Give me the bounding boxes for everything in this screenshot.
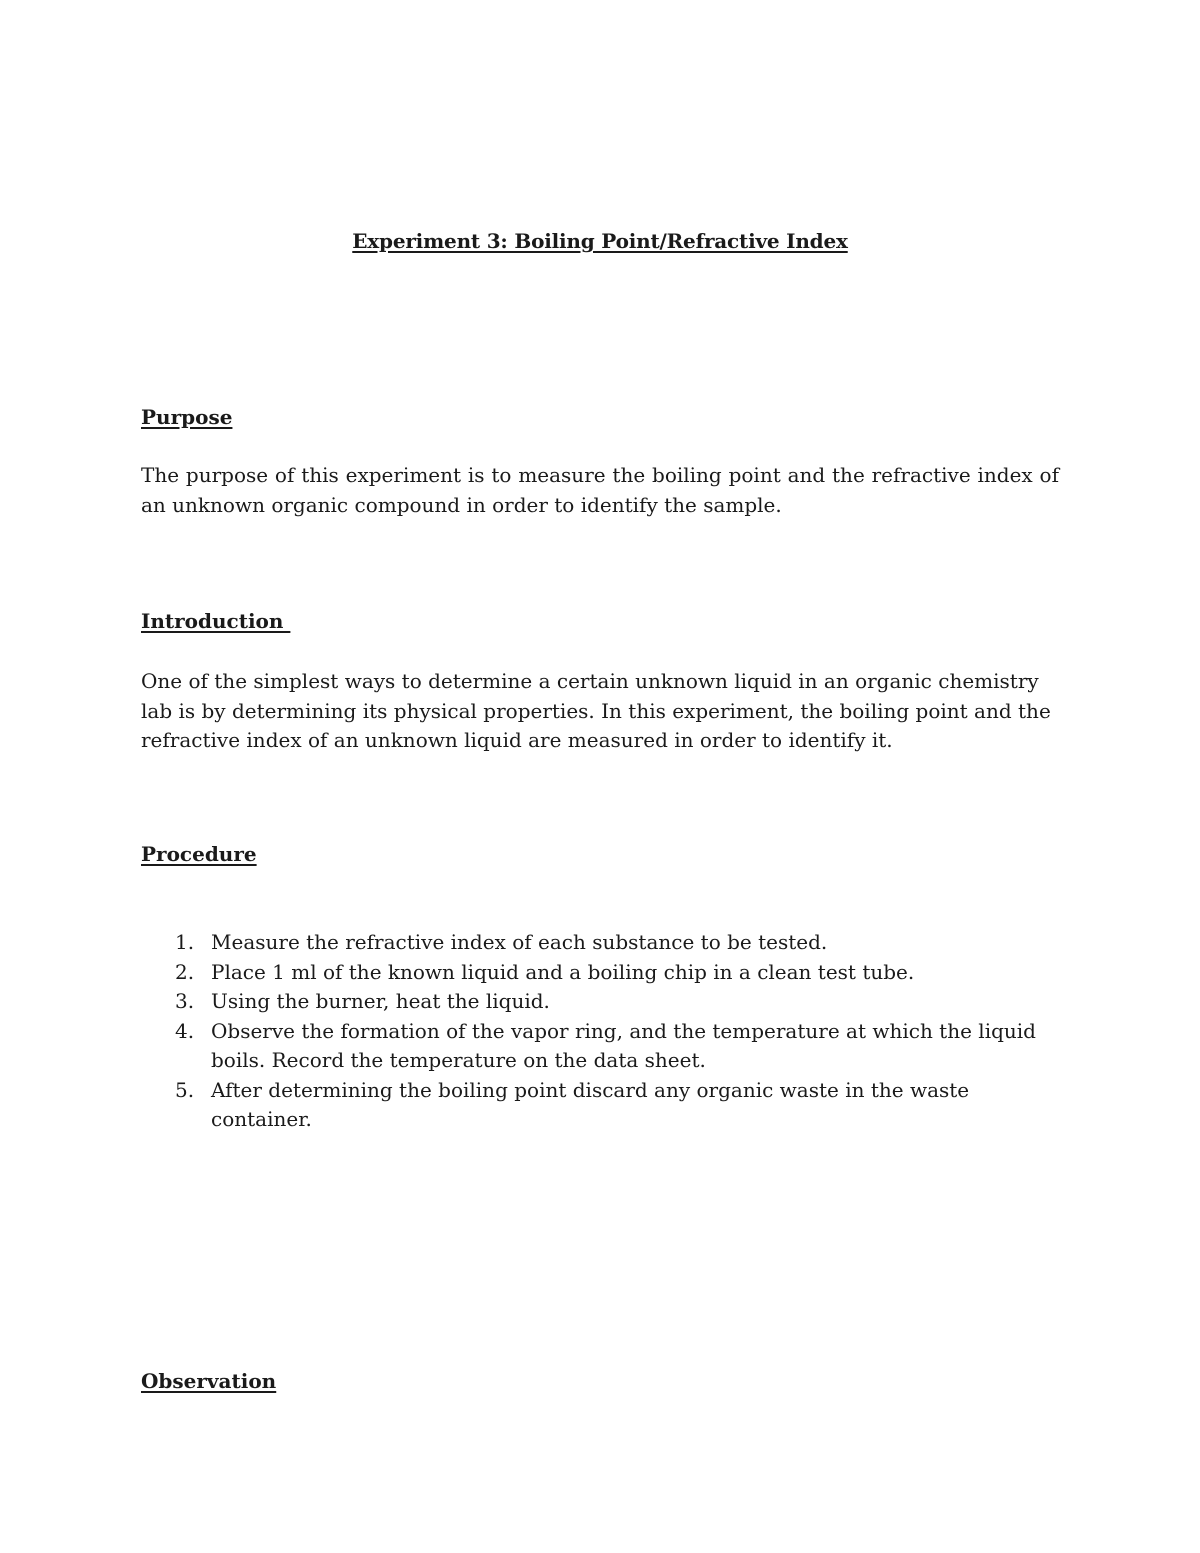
step-number: 5.: [175, 1077, 195, 1102]
procedure-heading: Procedure: [141, 842, 257, 866]
step-text: Observe the formation of the vapor ring, and the temperature at which the liquid boils. Record the temperature on the data sheet.: [211, 1018, 1036, 1072]
observation-heading: Observation: [141, 1369, 277, 1393]
step-text: After determining the boiling point discard any organic waste in the waste container.: [211, 1077, 970, 1131]
step-number: 3.: [175, 989, 195, 1013]
step-text: Using the burner, heat the liquid.: [211, 989, 550, 1013]
step-text: Measure the refractive index of each substance to be tested.: [211, 930, 828, 954]
step-number: 2.: [175, 959, 195, 984]
introduction-heading: Introduction: [141, 609, 291, 633]
purpose-heading: Purpose: [141, 405, 233, 429]
introduction-paragraph: One of the simplest ways to determine a certain unknown liquid in an organic chemistry lab is by determining its physical properties. In this experiment, the boiling point and the refractive index of an unknown liquid are measured in order to identify it.: [141, 669, 1051, 752]
procedure-step: [141, 928, 1059, 958]
step-number: 4.: [175, 1018, 195, 1043]
step-number: 1.: [175, 930, 195, 954]
purpose-paragraph: The purpose of this experiment is to measure the boiling point and the refractive index of an unknown organic compound in order to identify the sample.: [141, 463, 1059, 517]
procedure-step: [141, 1017, 1059, 1076]
procedure-step: [141, 987, 1059, 1017]
document-title: Experiment 3: Boiling Point/Refractive Index: [352, 229, 848, 253]
procedure-step: [141, 1076, 1059, 1135]
procedure-steps-list: [141, 928, 1059, 1135]
procedure-step: [141, 958, 1059, 988]
step-text: Place 1 ml of the known liquid and a boiling chip in a clean test tube.: [211, 959, 915, 984]
